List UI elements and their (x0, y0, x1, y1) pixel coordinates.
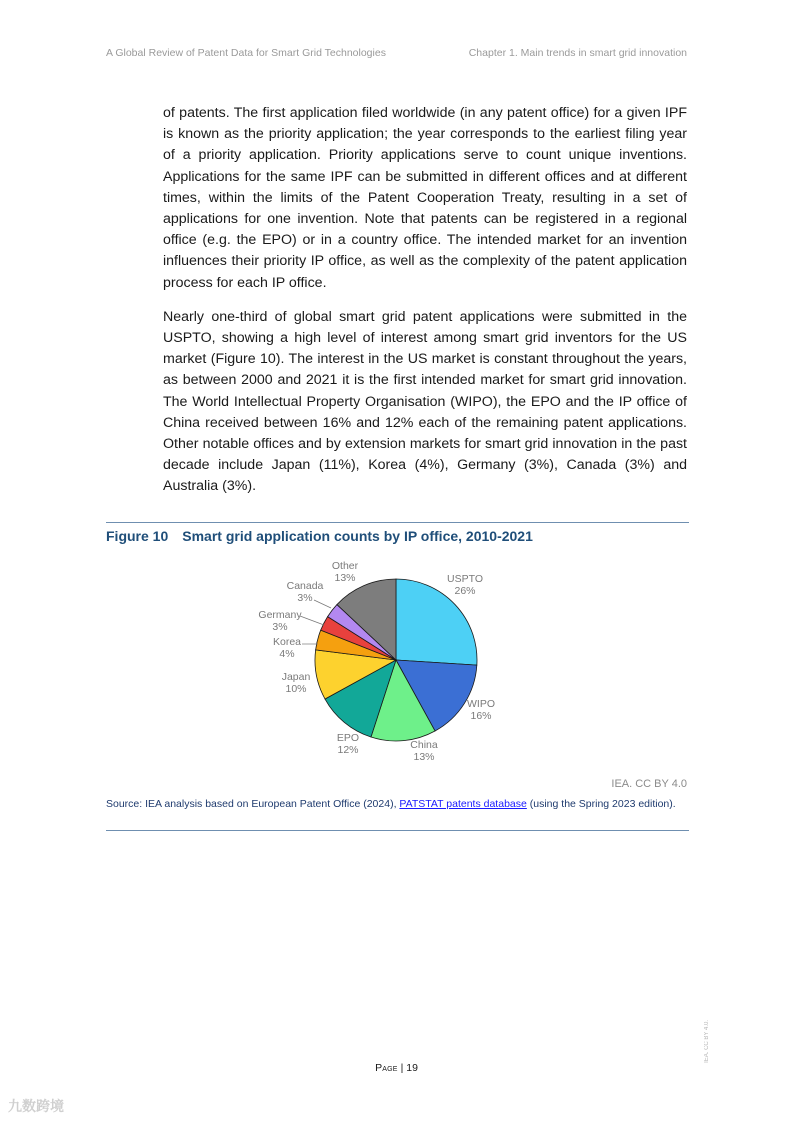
pie-value-japan: 10% (285, 683, 307, 695)
pie-value-canada: 3% (297, 592, 313, 604)
pie-label-canada: Canada (286, 580, 324, 592)
pie-value-korea: 4% (279, 648, 295, 660)
figure-title (106, 528, 533, 544)
watermark-logo: 九数跨境 (8, 1098, 64, 1114)
figure-number: Figure 10 (106, 528, 169, 544)
paragraph-2: Nearly one-third of global smart grid patent applications were submitted in the USPTO, showing a high level of interest among smart grid inventors for the US market (Figure 10). The interest in the US market is constant throughout the years, as between 2000 and 2021 it is the first intended market for smart grid innovation. The World Intellectual Property Organisation (WIPO), the EPO and the IP office of China received between 16% and 12% each of the remaining patent applications. Other notable offices and by extension markets for smart grid innovation in the past decade include Japan (11%), Korea (4%), Germany (3%), Canada (3%) and Australia (3%). (163, 308, 687, 495)
figure-credit: IEA. CC BY 4.0 (611, 778, 687, 790)
running-header-left: A Global Review of Patent Data for Smart Grid Technologies (106, 47, 386, 59)
page-label: Page (375, 1062, 398, 1074)
leader-line-canada (314, 600, 331, 608)
pie-label-china: China (410, 739, 438, 751)
pie-value-china: 13% (413, 751, 435, 763)
page-footer (0, 1062, 793, 1074)
paragraph-1: of patents. The first application filed worldwide (in any patent office) for a given IPF is known as the priority application; the year corresponds to the earliest filing year of a priority application. Priority applications serve to count unique inventions. Applications for the same IPF can be submitted in different offices and at different times, within the limits of the Patent Cooperation Treaty, resulting in a set of applications for one invention. Note that patents can be registered in a regional office (e.g. the EPO) or in a country office. The intended market for an invention influences their priority IP office, as well as the complexity of the patent application process for each IP office. (163, 105, 687, 291)
pie-value-uspto: 26% (454, 585, 476, 597)
figure-caption: Smart grid application counts by IP office, 2010-2021 (182, 528, 533, 544)
figure-top-rule (106, 522, 689, 523)
pie-value-other: 13% (334, 572, 356, 584)
source-suffix: (using the Spring 2023 edition). (526, 798, 676, 810)
side-license-mark: IEA. CC BY 4.0. (704, 1020, 710, 1063)
running-header-right: Chapter 1. Main trends in smart grid innovation (468, 47, 687, 59)
patstat-link[interactable]: PATSTAT patents database (399, 798, 527, 810)
pie-label-korea: Korea (272, 636, 302, 648)
pie-value-wipo: 16% (470, 710, 492, 722)
body-text (163, 103, 687, 511)
pie-value-germany: 3% (272, 621, 288, 633)
leader-line-germany (300, 616, 324, 625)
pie-label-epo: EPO (336, 732, 360, 744)
page-separator: | (397, 1062, 407, 1074)
source-prefix: Source: IEA analysis based on European Patent Office (2024), (106, 798, 400, 810)
pie-value-epo: 12% (337, 744, 359, 756)
page-number: 19 (406, 1062, 418, 1074)
figure-bottom-rule (106, 830, 689, 831)
pie-slices (315, 579, 477, 741)
pie-label-japan: Japan (281, 671, 311, 683)
figure-source (106, 798, 681, 811)
pie-label-wipo: WIPO (467, 698, 495, 710)
pie-label-uspto: USPTO (447, 573, 483, 585)
pie-chart (240, 552, 570, 772)
pie-label-other: Other (331, 560, 359, 572)
pie-label-germany: Germany (258, 609, 302, 621)
